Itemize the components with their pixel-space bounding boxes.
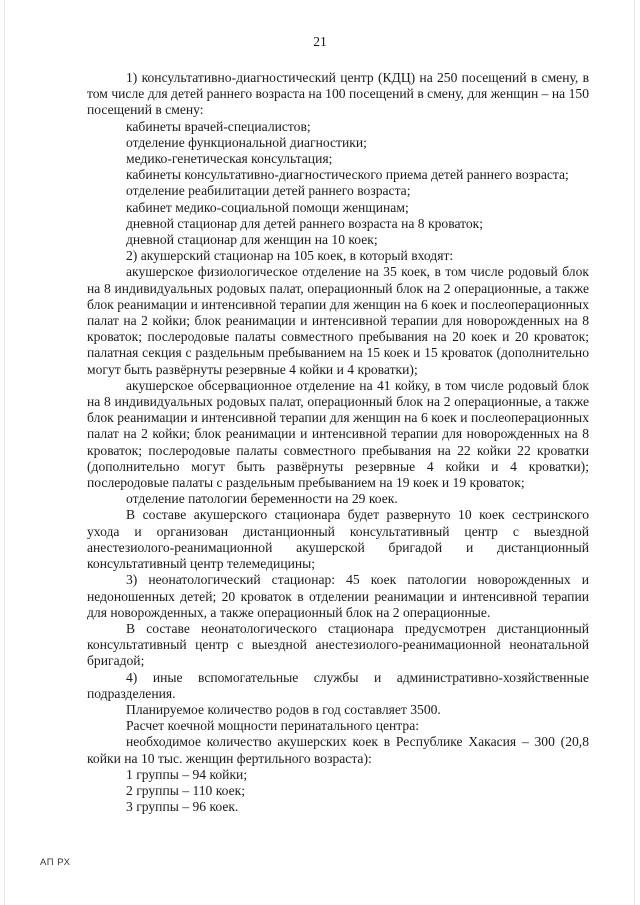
paragraph: 1 группы – 94 койки; xyxy=(126,766,248,782)
footer-code: АП РХ xyxy=(40,857,71,868)
paragraph: кабинеты консультативно-диагностического приема детей раннего возраста; xyxy=(126,167,569,183)
paragraph: акушерское обсервационное отделение на 41 койку, в том числе родовый блок на 8 индивидуальных родовых палат, операционный блок на 2 операционные, а также блок реанимации и интенсивной терапии для женщин на 6 коек и послеоперационных палат на 2 койки; блок реанимации и интенсивной терапии для новорожденных на 8 кроваток; послеродовые палаты совместного пребывания на 22 койки 22 кроватки (дополнительно могут быть развёрнуты резервные 4 койки и 4 кроватки); послеродовые палаты с раздельным пребыванием на 19 коек и 19 кроваток; xyxy=(87,377,589,491)
paragraph: отделение реабилитации детей раннего возраста; xyxy=(126,183,411,199)
paragraph: акушерское физиологическое отделение на 35 коек, в том числе родовый блок на 8 индивидуальных родовых палат, операционный блок на 2 операционные, а также блок реанимации и интенсивной терапии для женщин на 6 коек и послеоперационных палат на 2 койки; блок реанимации и интенсивной терапии для новорожденных на 8 кроваток; послеродовые палаты совместного пребывания на 20 коек и 20 кроваток; палатная секция с раздельным пребыванием на 15 коек и 15 кроваток (дополнительно могут быть развёрнуты резервные 4 койки и 4 кроватки); xyxy=(87,264,589,377)
paragraph: В составе неонатологического стационара предусмотрен дистанционный консультативный центр с выездной анестезиолого-реанимационной неонатальной бригадой; xyxy=(87,620,589,669)
paragraph: дневной стационар для детей раннего возраста на 8 кроваток; xyxy=(126,215,484,231)
paragraph: Планируемое количество родов в год составляет 3500. xyxy=(126,701,441,717)
paragraph: 3) неонатологический стационар: 45 коек патологии новорожденных и недоношенных детей; 20 кроваток в отделении реанимации и интенсивной терапии для новорожденных, а также операционный блок на 2 операционные. xyxy=(87,572,589,620)
document-body xyxy=(87,70,589,815)
paragraph: 1) консультативно-диагностический центр (КДЦ) на 250 посещений в смену, в том числе для детей раннего возраста на 100 посещений в смену, для женщин – на 150 посещений в смену: xyxy=(87,70,589,118)
paragraph: отделение функциональной диагностики; xyxy=(126,134,367,150)
scan-edge-right xyxy=(634,0,635,905)
paragraph: кабинет медико-социальной помощи женщинам; xyxy=(126,199,409,215)
paragraph: 4) иные вспомогательные службы и административно-хозяйственные подразделения. xyxy=(87,669,589,701)
paragraph: необходимое количество акушерских коек в Республике Хакасия – 300 (20,8 койки на 10 тыс. женщин фертильного возраста): xyxy=(87,734,589,766)
paragraph: 3 группы – 96 коек. xyxy=(126,799,239,815)
paragraph: 2) акушерский стационар на 105 коек, в который входят: xyxy=(126,248,454,264)
scan-edge-left xyxy=(4,0,5,905)
paragraph: В составе акушерского стационара будет развернуто 10 коек сестринского ухода и организован дистанционный консультативный центр с выездной анестезиолого-реанимационной акушерской бригадой и дистанционный консультативный центр телемедицины; xyxy=(87,507,589,572)
paragraph: дневной стационар для женщин на 10 коек; xyxy=(126,232,378,248)
paragraph: кабинеты врачей-специалистов; xyxy=(126,118,311,134)
paragraph: отделение патологии беременности на 29 коек. xyxy=(126,491,398,507)
paragraph: медико-генетическая консультация; xyxy=(126,151,333,167)
page-number: 21 xyxy=(313,34,327,49)
paragraph: Расчет коечной мощности перинатального центра: xyxy=(126,718,420,734)
paragraph: 2 группы – 110 коек; xyxy=(126,782,246,798)
